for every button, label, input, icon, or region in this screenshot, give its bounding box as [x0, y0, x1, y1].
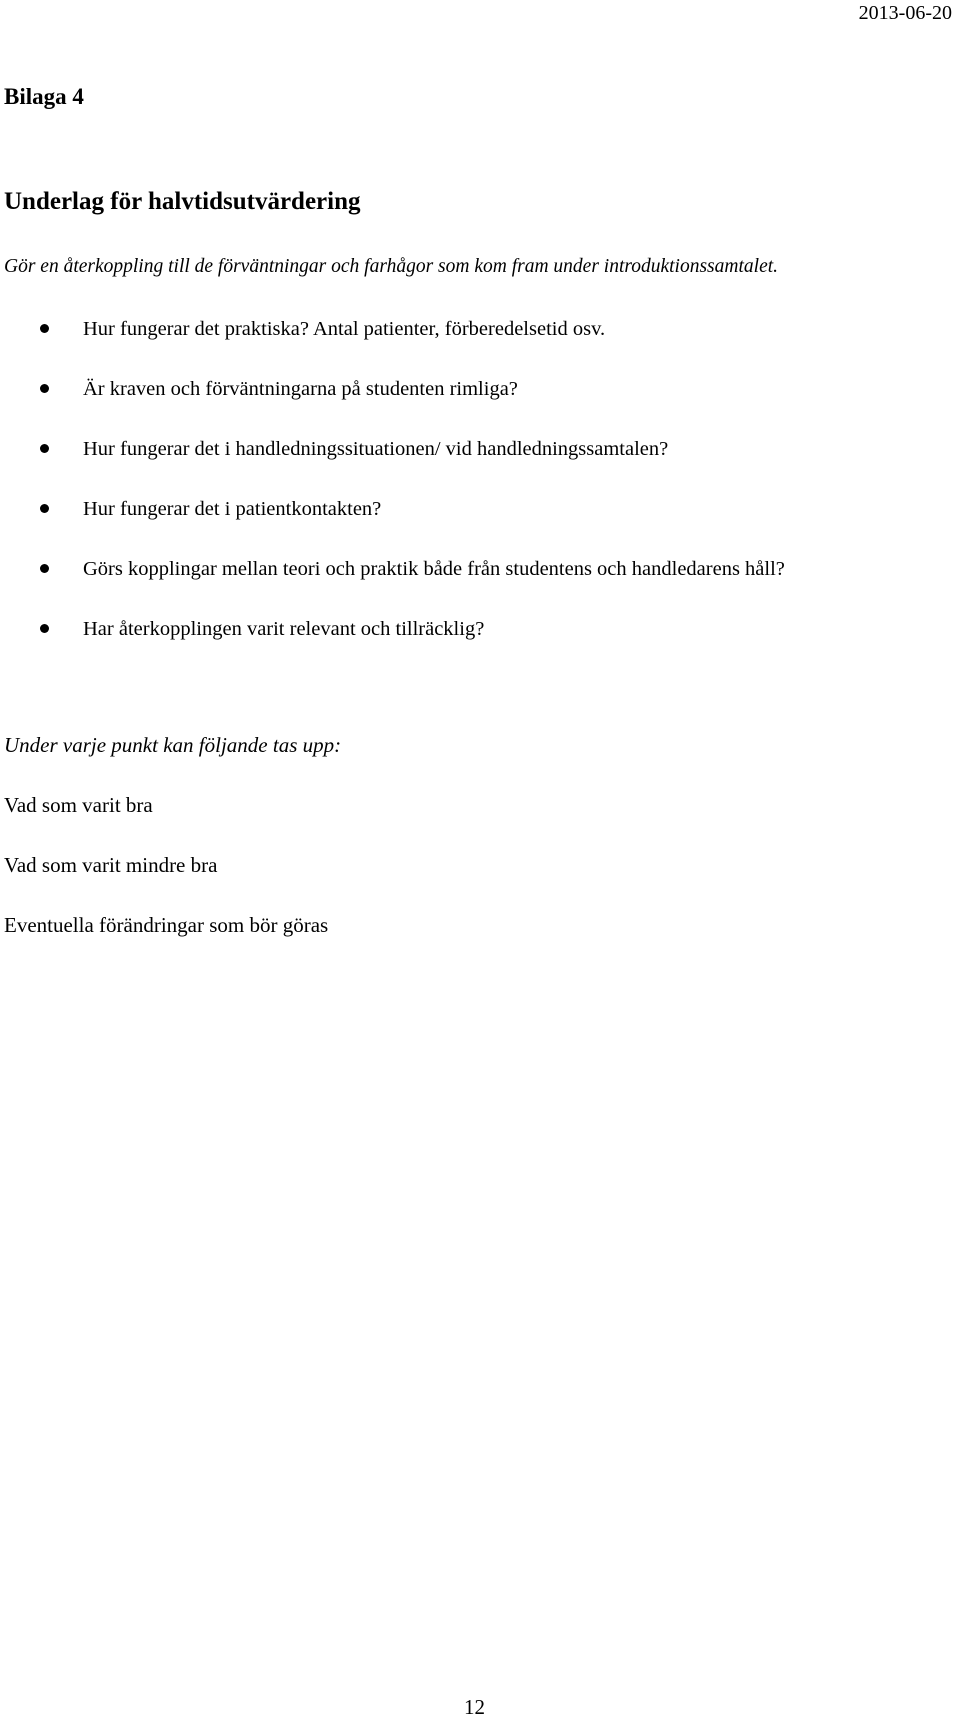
question-text: Har återkopplingen varit relevant och tillräcklig?: [83, 618, 485, 640]
question-text: Görs kopplingar mellan teori och praktik både från studentens och handledarens håll?: [83, 558, 785, 580]
point-text: Eventuella förändringar som bör göras: [4, 913, 329, 937]
list-item: [0, 613, 960, 645]
point-text: Vad som varit mindre bra: [4, 853, 218, 877]
point-text: Vad som varit bra: [4, 793, 153, 817]
appendix-label: Bilaga 4: [4, 84, 84, 109]
list-item: [0, 433, 960, 465]
document-title: Underlag för halvtidsutvärdering: [4, 188, 361, 215]
list-item: [0, 493, 960, 525]
header-date: 2013-06-20: [858, 2, 952, 24]
bullet-icon: [40, 444, 49, 453]
bullet-icon: [40, 324, 49, 333]
question-text: Hur fungerar det i patientkontakten?: [83, 498, 382, 520]
bullet-icon: [40, 564, 49, 573]
list-item: [0, 553, 960, 585]
page-number: 12: [464, 1695, 485, 1719]
list-item: [0, 373, 960, 405]
bullet-icon: [40, 624, 49, 633]
intro-text: Gör en återkoppling till de förväntningar och farhågor som kom fram under introduktionssamtalet.: [4, 256, 779, 277]
bullet-icon: [40, 504, 49, 513]
bullet-icon: [40, 384, 49, 393]
list-item: [0, 313, 960, 345]
sub-intro-text: Under varje punkt kan följande tas upp:: [4, 733, 342, 757]
question-text: Hur fungerar det i handledningssituationen/ vid handledningssamtalen?: [83, 438, 669, 460]
question-text: Hur fungerar det praktiska? Antal patienter, förberedelsetid osv.: [83, 318, 606, 340]
question-text: Är kraven och förväntningarna på studenten rimliga?: [83, 378, 518, 400]
question-list: [0, 313, 960, 645]
